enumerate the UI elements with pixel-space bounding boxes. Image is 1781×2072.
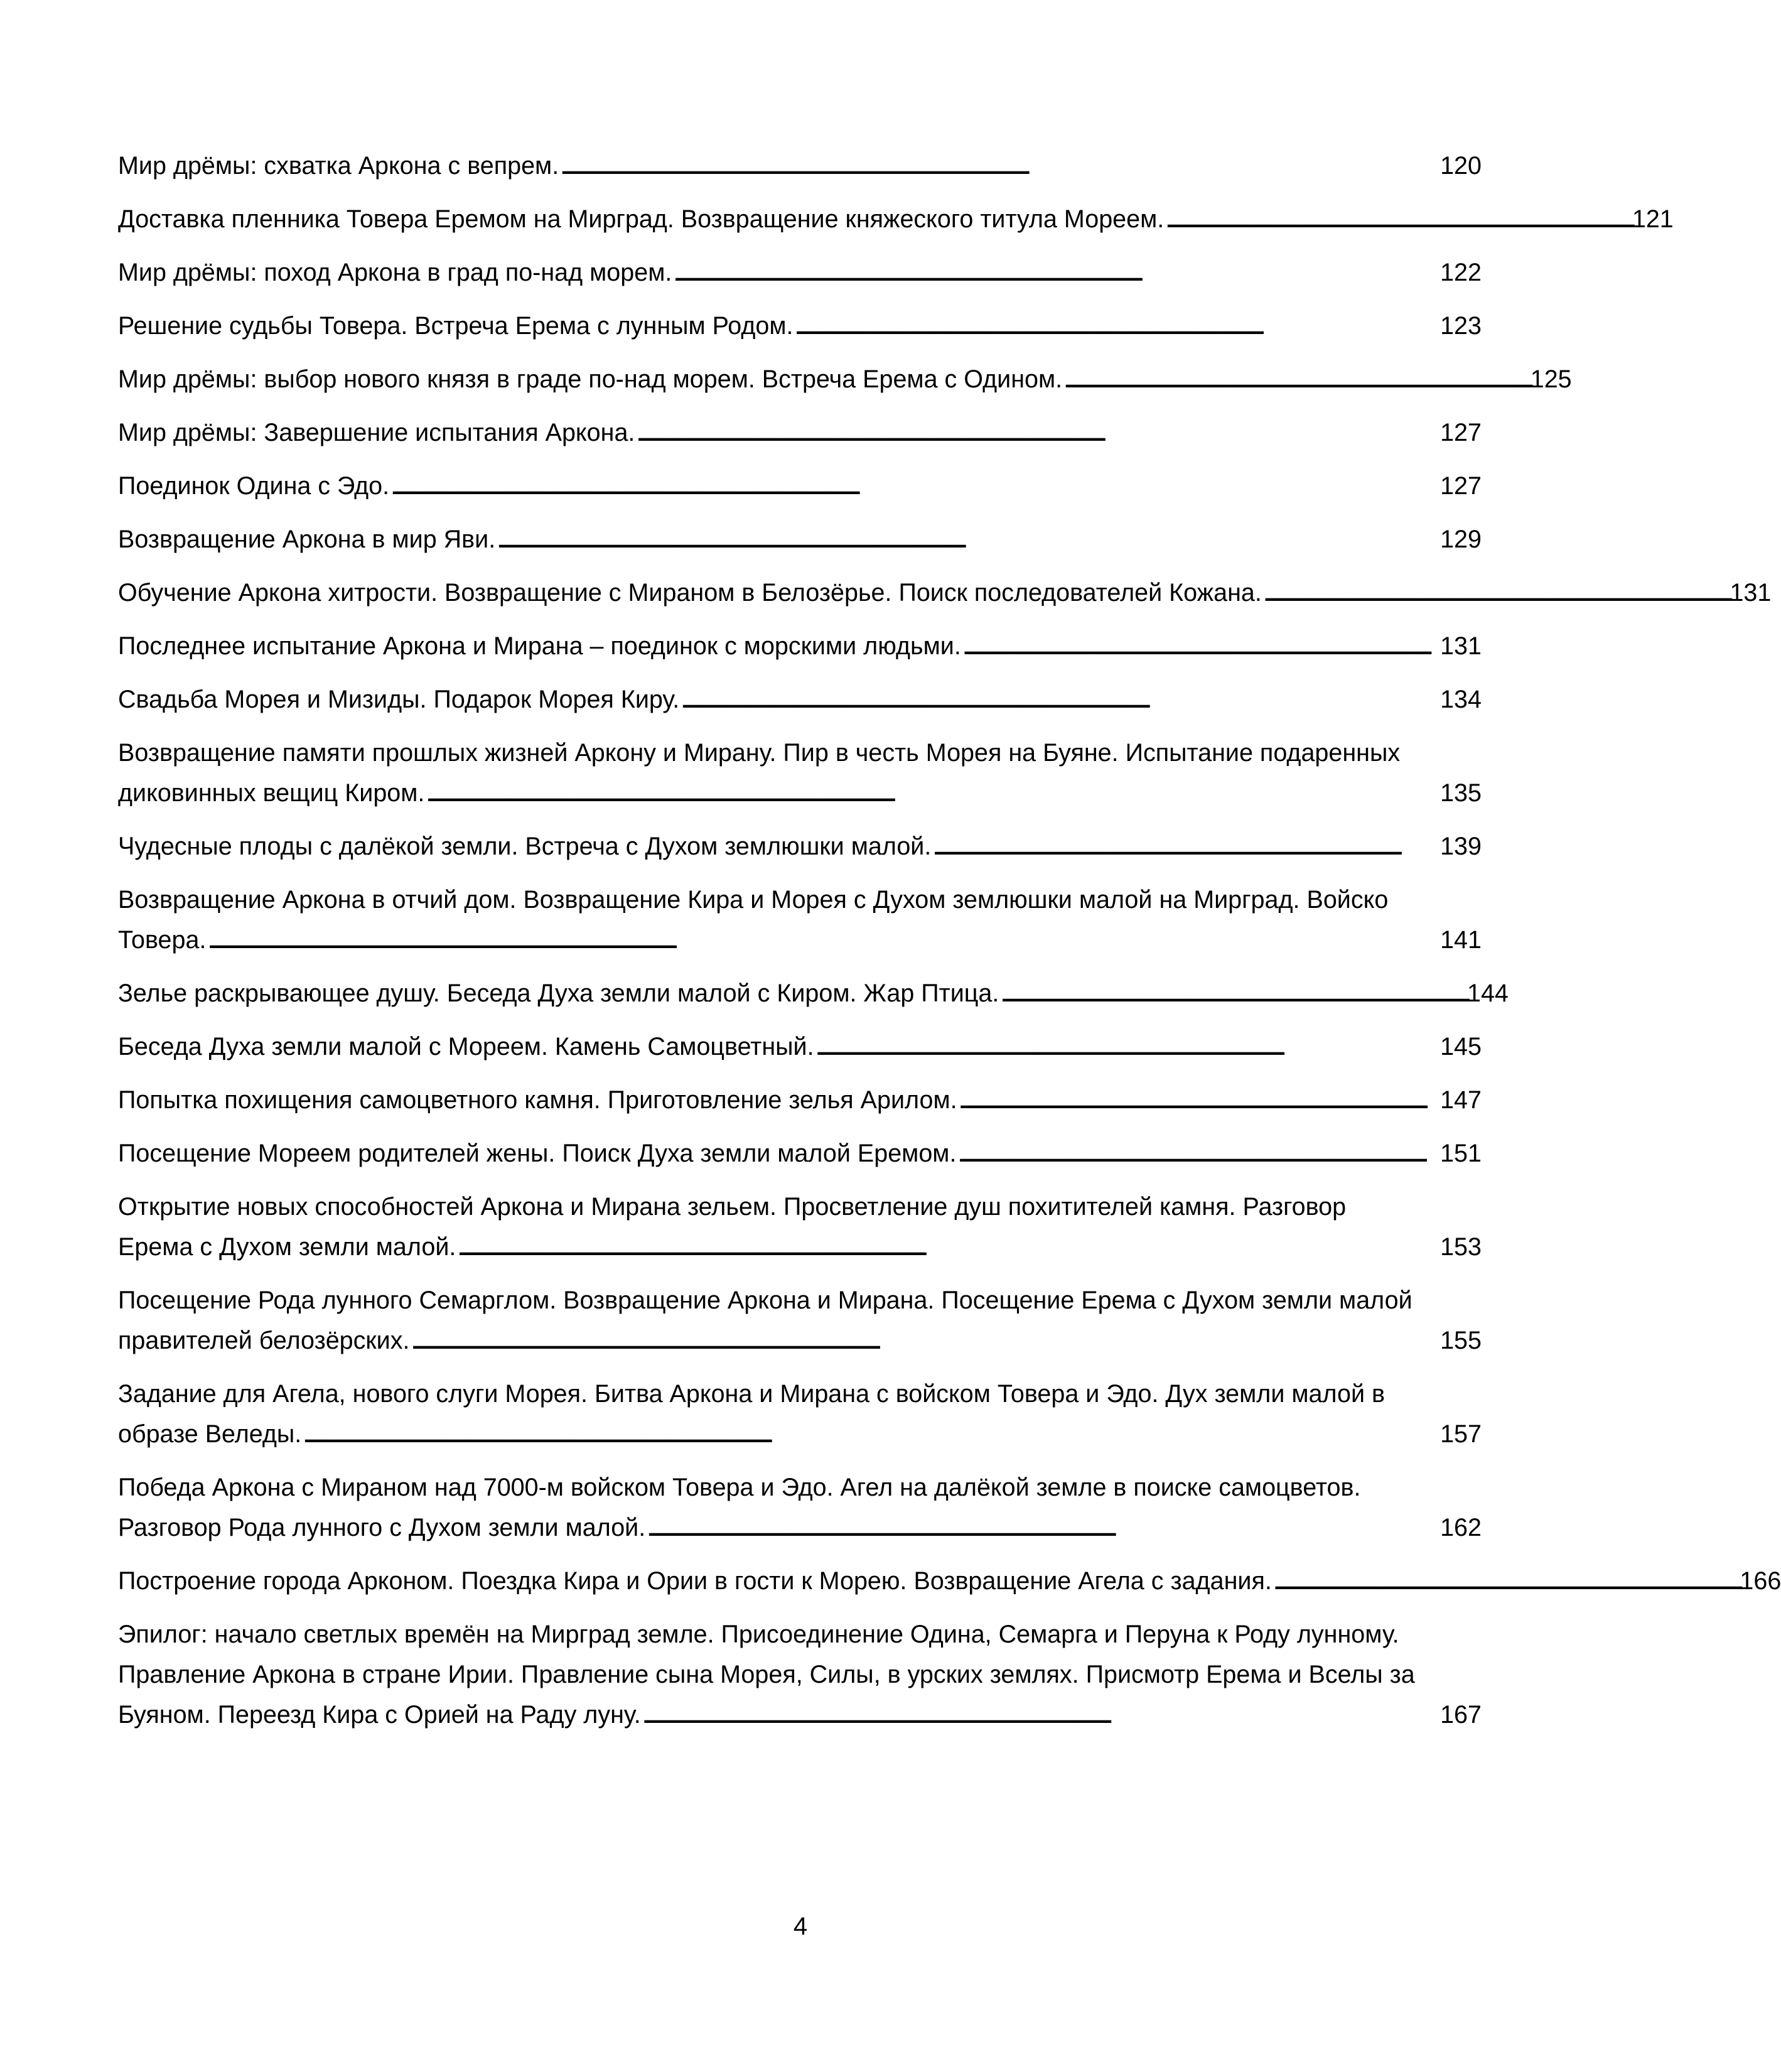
toc-entry-page-number: 147 <box>1440 1086 1482 1114</box>
dot-leader <box>303 1414 1439 1454</box>
toc-entry-page-number: 139 <box>1440 833 1482 860</box>
toc-entry[interactable] <box>118 199 1674 239</box>
toc-entry[interactable] <box>118 1374 1482 1454</box>
toc-entry-title-line: Посещение Рода лунного Семарглом. Возвращение Аркона и Мирана. Посещение Ерема с Духом земли малой <box>118 1287 1412 1314</box>
toc-entry[interactable] <box>118 626 1482 666</box>
toc-entry[interactable] <box>118 1080 1482 1120</box>
toc-entry[interactable] <box>118 1467 1482 1548</box>
toc-entry-title-line: Открытие новых способностей Аркона и Мирана зельем. Просветление душ похитителей камня. Разговор <box>118 1193 1347 1221</box>
dot-leader <box>1063 359 1529 399</box>
dot-leader <box>673 252 1439 293</box>
toc-entry-page-number: 131 <box>1730 579 1772 607</box>
dot-leader <box>815 1027 1439 1067</box>
toc-entry-title: Буяном. Переезд Кира с Орией на Раду луну. <box>118 1701 641 1729</box>
dot-leader <box>636 413 1439 453</box>
toc-entry[interactable] <box>118 359 1572 399</box>
toc-entry-page-number: 125 <box>1530 365 1572 393</box>
dot-leader <box>1000 973 1466 1013</box>
toc-entry[interactable] <box>118 466 1482 506</box>
toc-entry[interactable] <box>118 733 1482 813</box>
toc-entry-title: Мир дрёмы: выбор нового князя в граде по-над морем. Встреча Ерема с Одином. <box>118 365 1063 393</box>
dot-leader <box>207 920 1439 960</box>
dot-leader <box>1273 1561 1739 1601</box>
toc-entry[interactable] <box>118 519 1482 559</box>
toc-entry-title: Мир дрёмы: поход Аркона в град по-над морем. <box>118 259 672 286</box>
toc-entry[interactable] <box>118 1561 1781 1601</box>
toc-entry-title-line: Эпилог: начало светлых времён на Мирград земле. Присоединение Одина, Семарга и Перуна к Роду лунному. <box>118 1621 1399 1648</box>
toc-entry[interactable] <box>118 826 1482 866</box>
toc-entry-page-number: 131 <box>1440 632 1482 660</box>
dot-leader <box>411 1320 1439 1361</box>
dot-leader <box>642 1695 1439 1735</box>
dot-leader <box>957 1133 1439 1174</box>
page-number: 4 <box>793 1913 808 1940</box>
toc-entry[interactable] <box>118 252 1482 293</box>
toc-entry-page-number: 123 <box>1440 312 1482 340</box>
dot-leader <box>426 773 1439 813</box>
dot-leader <box>560 146 1439 186</box>
toc-entry[interactable] <box>118 1133 1482 1174</box>
toc-entry[interactable] <box>118 679 1482 720</box>
toc-entry-page-number: 141 <box>1440 926 1482 954</box>
toc-entry-title: Последнее испытание Аркона и Мирана – поединок с морскими людьми. <box>118 632 961 660</box>
toc-entry-title: Поединок Одина с Эдо. <box>118 472 390 500</box>
toc-entry-title: диковинных вещиц Киром. <box>118 779 425 807</box>
toc-entry-title: Мир дрёмы: Завершение испытания Аркона. <box>118 419 635 446</box>
dot-leader <box>795 306 1439 346</box>
toc-entry-page-number: 129 <box>1440 526 1482 553</box>
toc-entry-page-number: 135 <box>1440 779 1482 807</box>
dot-leader <box>1165 199 1631 239</box>
toc-entry-title: Товера. <box>118 926 207 954</box>
toc-entry-title: правителей белозёрских. <box>118 1327 410 1354</box>
toc-entry-page-number: 155 <box>1440 1327 1482 1354</box>
toc-entry-title: Чудесные плоды с далёкой земли. Встреча с Духом землюшки малой. <box>118 833 932 860</box>
toc-entry-page-number: 151 <box>1440 1140 1482 1167</box>
dot-leader <box>497 519 1439 559</box>
toc-entry-page-number: 144 <box>1466 979 1509 1007</box>
toc-entry-title-line: Возвращение памяти прошлых жизней Аркону и Мирану. Пир в честь Морея на Буяне. Испытание подаренных <box>118 739 1401 767</box>
toc-entry-title: Попытка похищения самоцветного камня. Приготовление зелья Арилом. <box>118 1086 957 1114</box>
toc-entry-title-line: Возвращение Аркона в отчий дом. Возвращение Кира и Морея с Духом землюшки малой на Мирград. Войско <box>118 886 1389 914</box>
dot-leader <box>962 626 1439 666</box>
toc-entry-page-number: 127 <box>1440 419 1482 446</box>
toc-entry-page-number: 157 <box>1440 1420 1482 1448</box>
toc-entry[interactable] <box>118 573 1772 613</box>
toc-entry-page-number: 134 <box>1440 686 1482 713</box>
toc-entry-title: Возвращение Аркона в мир Яви. <box>118 526 496 553</box>
toc-entry-title: Мир дрёмы: схватка Аркона с вепрем. <box>118 152 559 180</box>
toc-entry-title: Беседа Духа земли малой с Мореем. Камень Самоцветный. <box>118 1033 814 1060</box>
toc-entry-title: Доставка пленника Товера Еремом на Мирград. Возвращение княжеского титула Мореем. <box>118 205 1165 233</box>
toc-entry[interactable] <box>118 146 1482 186</box>
table-of-contents <box>118 146 1781 1748</box>
toc-entry-page-number: 145 <box>1440 1033 1482 1060</box>
toc-entry-title: Зелье раскрывающее душу. Беседа Духа земли малой с Киром. Жар Птица. <box>118 979 999 1007</box>
toc-entry[interactable] <box>118 1027 1482 1067</box>
toc-entry-page-number: 120 <box>1440 152 1482 180</box>
toc-entry-page-number: 162 <box>1440 1514 1482 1541</box>
toc-entry[interactable] <box>118 1280 1482 1361</box>
dot-leader <box>959 1080 1439 1120</box>
dot-leader <box>390 466 1439 506</box>
toc-entry[interactable] <box>118 413 1482 453</box>
toc-entry-title: образе Веледы. <box>118 1420 302 1448</box>
dot-leader <box>457 1227 1439 1267</box>
toc-entry-title: Свадьба Морея и Мизиды. Подарок Морея Киру. <box>118 686 680 713</box>
toc-entry-title-line: Задание для Агела, нового слуги Морея. Битва Аркона и Мирана с войском Товера и Эдо. Дух земли малой в <box>118 1380 1385 1408</box>
toc-entry[interactable] <box>118 306 1482 346</box>
toc-entry-title-line: Победа Аркона с Мираном над 7000-м войском Товера и Эдо. Агел на далёкой земле в поиске самоцветов. <box>118 1474 1361 1501</box>
toc-entry-page-number: 166 <box>1740 1567 1781 1595</box>
toc-entry-page-number: 122 <box>1440 259 1482 286</box>
toc-entry-page-number: 121 <box>1632 205 1674 233</box>
toc-entry-page-number: 127 <box>1440 472 1482 500</box>
toc-entry-title: Ерема с Духом земли малой. <box>118 1233 456 1261</box>
toc-entry-title: Посещение Мореем родителей жены. Поиск Духа земли малой Еремом. <box>118 1140 957 1167</box>
toc-entry-title-line: Правление Аркона в стране Ирии. Правление сына Морея, Силы, в урских землях. Присмотр Ерема и Вселы за <box>118 1661 1415 1688</box>
toc-entry-page-number: 167 <box>1440 1701 1482 1729</box>
toc-entry[interactable] <box>118 880 1482 960</box>
toc-entry-page-number: 153 <box>1440 1233 1482 1261</box>
toc-entry[interactable] <box>118 1187 1482 1267</box>
toc-entry-title: Обучение Аркона хитрости. Возвращение с Мираном в Белозёрье. Поиск последователей Кожана. <box>118 579 1262 607</box>
dot-leader <box>647 1508 1439 1548</box>
dot-leader <box>1263 573 1729 613</box>
toc-entry-title: Построение города Арконом. Поездка Кира и Ории в гости к Морею. Возвращение Агела с задания. <box>118 1567 1272 1595</box>
toc-entry[interactable] <box>118 973 1509 1013</box>
toc-entry-title: Разговор Рода лунного с Духом земли малой. <box>118 1514 646 1541</box>
toc-entry-title: Решение судьбы Товера. Встреча Ерема с лунным Родом. <box>118 312 794 340</box>
toc-entry[interactable] <box>118 1614 1482 1735</box>
dot-leader <box>932 826 1439 866</box>
dot-leader <box>681 679 1439 720</box>
